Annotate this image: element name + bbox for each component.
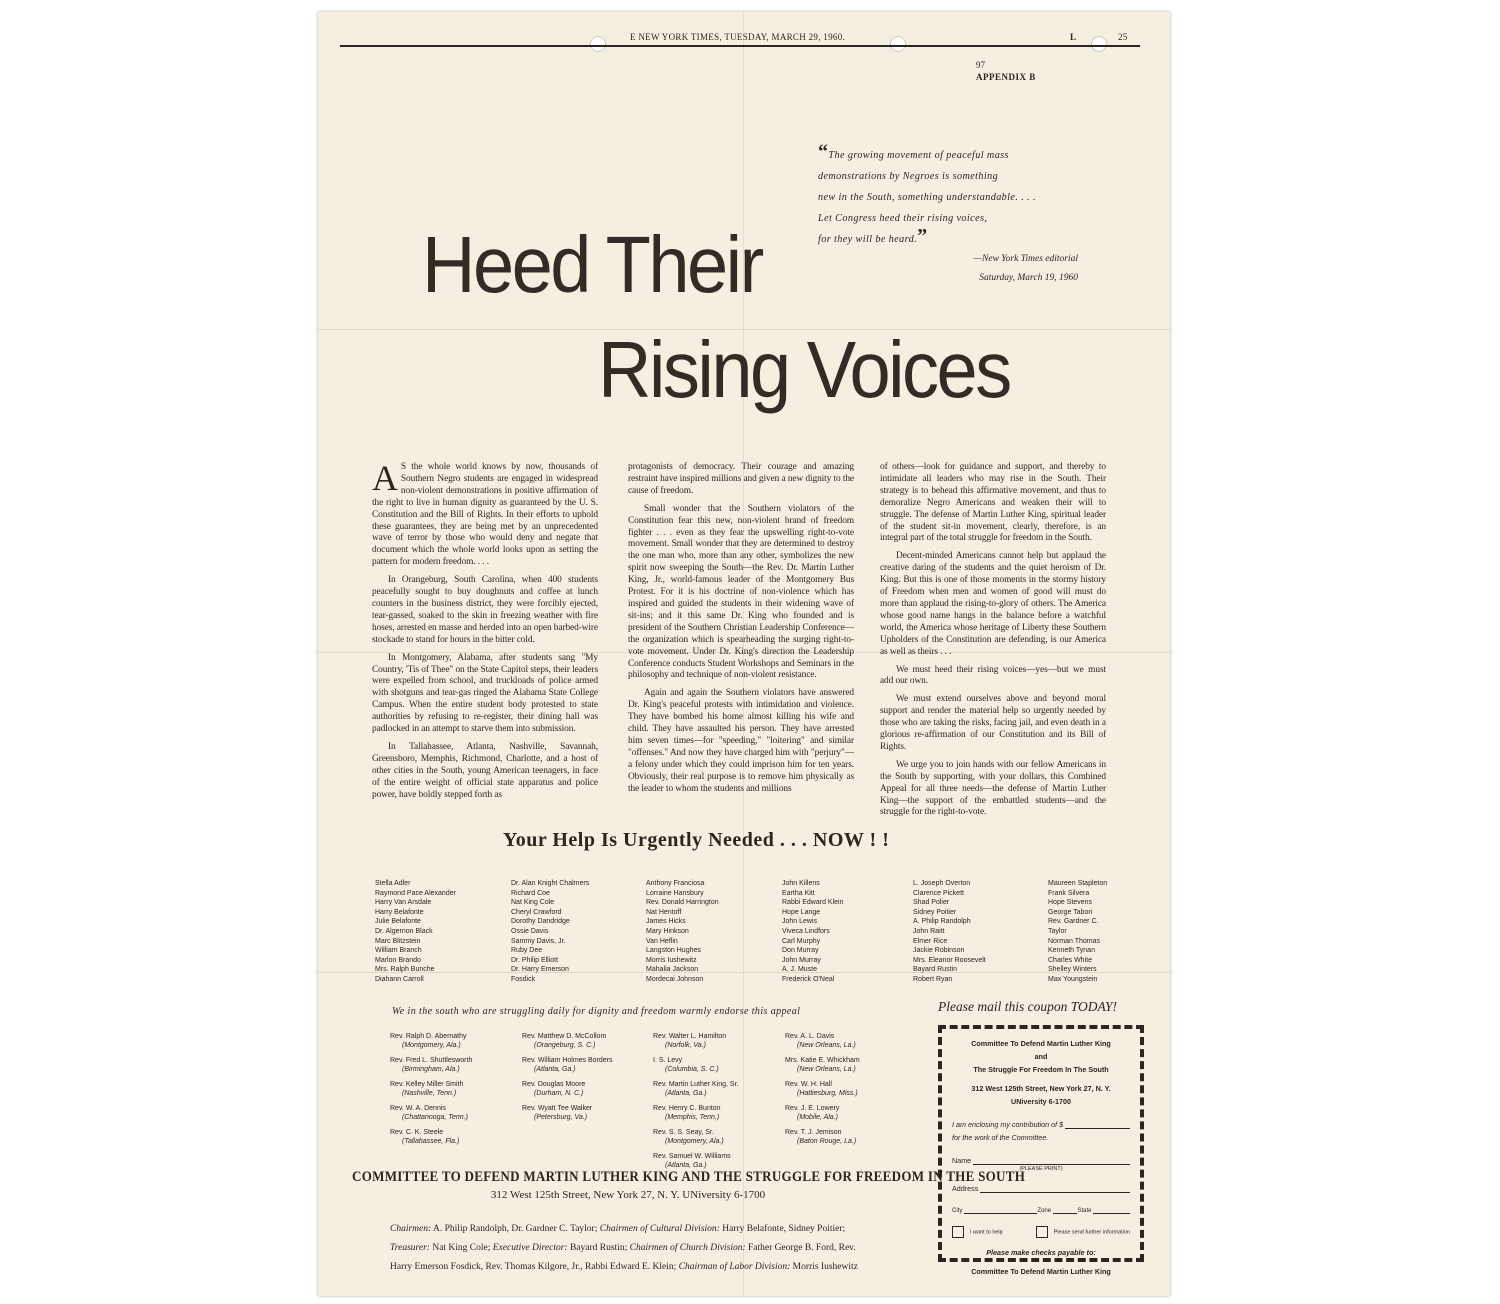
sponsor-name: Langston Hughes	[646, 947, 701, 955]
sponsor-name: Lorraine Hansbury	[646, 889, 704, 897]
sponsor-name: William Branch	[375, 947, 422, 955]
sponsor-name: Mrs. Eleanor Roosevelt	[913, 956, 986, 964]
sponsor-name: Rev. Gardner C.	[1048, 918, 1099, 926]
endorser-column	[653, 1032, 778, 1176]
sponsor-column	[782, 879, 907, 985]
quote-line: for they will be heard.	[818, 234, 918, 245]
sponsor-column	[1048, 879, 1170, 985]
sponsor-name: Shelley Winters	[1048, 966, 1097, 974]
committee-address: 312 West 125th Street, New York 27, N. Y. UNiversity 6-1700	[490, 1189, 766, 1201]
endorse-heading: We in the south who are struggling daily for dignity and freedom warmly endorse this appeal	[392, 1006, 801, 1017]
sponsor-column	[646, 879, 771, 985]
endorser-location: (Petersburg, Va.)	[534, 1114, 588, 1121]
endorser-location: (Montgomery, Ala.)	[402, 1042, 461, 1049]
sponsor-name: Rev. Donald Harrington	[646, 899, 719, 907]
endorser-location: (Norfolk, Va.)	[665, 1042, 706, 1049]
officer-names: Morris Iushewitz	[790, 1262, 858, 1272]
endorser-location: (Hattiesburg, Miss.)	[797, 1090, 858, 1097]
body-paragraph: We must heed their rising voices—yes—but we must add our own.	[880, 664, 1106, 687]
body-paragraph: of others—look for guidance and support, and thereby to intimidate all leaders who may rise in the South. Their strategy is to behead this affirmative movement, and thus to demoralize Negro Americans and weaken their will to struggle. The defense of Martin Luther King, spiritual leader of the student sit-in movement, clearly, therefore, is an integral part of the total struggle for freedom in the South.	[880, 462, 1106, 544]
endorser-location: (Orangeburg, S. C.)	[534, 1042, 596, 1049]
sponsor-name: Viveca Lindfors	[782, 927, 830, 935]
sponsor-name: Marc Blitzstein	[375, 937, 421, 945]
endorser-location: (New Orleans, La.)	[797, 1066, 856, 1073]
sponsor-name: Anthony Franciosa	[646, 880, 705, 887]
committee-name: COMMITTEE TO DEFEND MARTIN LUTHER KING AND THE STRUGGLE FOR FREEDOM IN THE SOUTH	[352, 1169, 1026, 1185]
body-paragraph: Decent-minded Americans cannot help but applaud the creative daring of the students and the quiet heroism of Dr. King. But this is one of those moments in the stormy history of Freedom when men and women of good will must do more than applaud the rising-to-glory of others. The America whose good name hangs in the balance before a watchful world, the America whose heritage of Liberty these Southern Upholders of the Constitution are defending, is our America as well as theirs . . .	[880, 551, 1106, 657]
endorser-location: (Atlanta, Ga.)	[534, 1066, 576, 1073]
sponsor-name: Ruby Dee	[511, 947, 543, 955]
sponsor-name: Hope Lange	[782, 908, 821, 916]
endorser-location: (Atlanta, Ga.)	[665, 1090, 707, 1097]
endorser-name: I. S. Levy	[653, 1057, 683, 1064]
sponsor-name: John Killens	[782, 880, 820, 887]
endorser-column	[785, 1032, 910, 1152]
officer-role: Executive Director:	[492, 1243, 568, 1253]
sponsor-name: L. Joseph Overton	[913, 880, 971, 887]
endorser-name: Rev. Kelley Miller Smith	[390, 1081, 464, 1088]
sponsor-name: Taylor	[1048, 927, 1067, 935]
body-column-1	[372, 458, 598, 807]
quote-line: demonstrations by Negroes is something	[818, 171, 999, 182]
endorser-location: (Baton Rouge, La.)	[797, 1138, 857, 1145]
editorial-quote	[818, 141, 1088, 250]
sponsor-name: John Murray	[782, 956, 821, 964]
endorser-location: (Tallahassee, Fla.)	[402, 1138, 460, 1145]
sponsor-name: Mary Hinkson	[646, 927, 689, 935]
sponsor-name: Mahalia Jackson	[646, 966, 699, 974]
sponsor-name: Harry Van Arsdale	[375, 899, 432, 907]
endorser-name: Rev. William Holmes Borders	[522, 1057, 613, 1064]
contribution-amount-field[interactable]	[1065, 1118, 1130, 1129]
sponsor-name: Charles White	[1048, 956, 1092, 964]
drop-cap: A	[372, 458, 398, 498]
endorser-name: Rev. C. K. Steele	[390, 1129, 444, 1136]
endorser-name: Rev. W. H. Hall	[785, 1081, 832, 1088]
appendix-label: APPENDIX B	[976, 72, 1036, 82]
endorser	[390, 1104, 515, 1122]
sponsor-name: Harry Belafonte	[375, 908, 424, 916]
sponsor-name: Elmer Rice	[913, 937, 948, 945]
endorser-name: Rev. Wyatt Tee Walker	[522, 1105, 593, 1112]
sponsor-name: Richard Coe	[511, 889, 550, 897]
endorser-name: Rev. Samuel W. Williams	[653, 1153, 731, 1160]
address-field[interactable]	[980, 1182, 1130, 1193]
endorser-location: (New Orleans, La.)	[797, 1042, 856, 1049]
body-paragraph: In Orangeburg, South Carolina, when 400 students peacefully sought to buy doughnuts and coffee at lunch counters in the business district, they were forcibly ejected, tear-gassed, soaked to the skin in freezing weather with fire hoses, arrested en masse and herded into an open barbed-wire stockade to stand for hours in the bitter cold.	[372, 575, 598, 645]
body-column-3	[880, 462, 1106, 825]
officer-role: Chairman of Labor Division:	[678, 1262, 791, 1272]
endorser-name: Rev. W. A. Dennis	[390, 1105, 446, 1112]
sponsor-column	[913, 879, 1038, 985]
endorser	[653, 1080, 778, 1098]
officer-role: Chairmen of Church Division:	[629, 1243, 746, 1253]
sponsor-name: Clarence Pickett	[913, 889, 964, 897]
endorser-name: Rev. Martin Luther King, Sr.	[653, 1081, 739, 1088]
sponsor-name: Max Youngstein	[1048, 975, 1098, 983]
masthead-rule	[340, 45, 1140, 47]
sponsor-name: Diahann Carroll	[375, 975, 424, 983]
address-label: Address	[952, 1184, 979, 1193]
sponsor-name: John Raitt	[913, 927, 945, 935]
contribution-label: I am enclosing my contribution of $	[952, 1120, 1064, 1129]
sponsor-name: Fosdick	[511, 975, 536, 983]
punch-hole	[1091, 36, 1107, 52]
close-quote-mark: ”	[917, 225, 928, 247]
endorser-name: Rev. T. J. Jemison	[785, 1129, 842, 1136]
send-info-checkbox[interactable]	[1036, 1226, 1048, 1238]
sponsor-name: Morris Iushewitz	[646, 956, 697, 964]
open-quote-mark: “	[818, 141, 829, 163]
endorser-name: Rev. J. E. Lowery	[785, 1105, 840, 1112]
endorser	[785, 1080, 910, 1098]
sponsor-name: Jackie Robinson	[913, 947, 965, 955]
punch-hole	[590, 36, 606, 52]
appendix-number: 97	[976, 60, 985, 70]
sponsor-name: Sammy Davis, Jr.	[511, 937, 566, 945]
sponsor-name: A. J. Muste	[782, 966, 818, 974]
city-row	[952, 1203, 1130, 1214]
sponsor-column	[511, 879, 636, 985]
endorser-location: (Atlanta, Ga.)	[665, 1162, 707, 1169]
sponsor-name: Julie Belafonte	[375, 918, 421, 926]
endorser	[522, 1104, 647, 1122]
quote-line: Let Congress heed their rising voices,	[818, 213, 988, 224]
endorser-location: (Birmingham, Ala.)	[402, 1066, 460, 1073]
quote-line: new in the South, something understandable. . . .	[818, 192, 1036, 203]
sponsor-name: Eartha Kitt	[782, 889, 815, 897]
committee-officers	[390, 1220, 880, 1277]
zone-field[interactable]	[1053, 1203, 1077, 1214]
endorser	[653, 1032, 778, 1050]
newspaper-page	[318, 12, 1170, 1296]
masthead-section: L	[1070, 32, 1077, 42]
masthead-title: E NEW YORK TIMES, TUESDAY, MARCH 29, 1960.	[630, 32, 846, 42]
mail-coupon	[938, 1025, 1144, 1276]
endorser-name: Rev. Walter L. Hamilton	[653, 1033, 727, 1040]
sponsor-name: Frederick O'Neal	[782, 975, 835, 983]
endorser	[785, 1104, 910, 1122]
coupon-committee-line: The Struggle For Freedom In The South	[973, 1065, 1109, 1074]
endorser-location: (Chattanooga, Tenn.)	[402, 1114, 468, 1121]
punch-hole	[890, 36, 906, 52]
officer-names: Harry Belafonte, Sidney Poitier;	[719, 1224, 846, 1234]
sponsor-name: Dorothy Dandridge	[511, 918, 570, 926]
name-field[interactable]	[973, 1154, 1130, 1165]
endorser-name: Rev. Ralph D. Abernathy	[390, 1033, 467, 1040]
officer-role: Chairmen of Cultural Division:	[599, 1224, 720, 1234]
print-note: (PLEASE PRINT)	[1019, 1166, 1063, 1172]
sponsor-name: Mordecai Johnson	[646, 975, 704, 983]
sponsor-name: Marlon Brando	[375, 956, 421, 964]
masthead-page: 25	[1118, 32, 1128, 42]
checks-payee: Committee To Defend Martin Luther King	[971, 1267, 1111, 1276]
body-paragraph: We must extend ourselves above and beyond moral support and render the material help so urgently needed by those who are taking the risks, facing jail, and even death in a glorious re-affirmation of our Constitution and its Bill of Rights.	[880, 694, 1106, 752]
endorser	[390, 1056, 515, 1074]
sponsor-name: Robert Ryan	[913, 975, 953, 983]
zone-label: Zone	[1037, 1208, 1052, 1214]
body-paragraph: In Montgomery, Alabama, after students sang "My Country, 'Tis of Thee" on the State Capitol steps, their leaders were expelled from school, and truckloads of police armed with shotguns and tear-gas ringed the Alabama State College Campus. When the entire student body protested to state authorities by refusing to re-register, their dining hall was padlocked in an attempt to starve them into submission.	[372, 652, 598, 735]
quote-source	[878, 250, 1078, 288]
sponsor-name: James Hicks	[646, 918, 686, 926]
endorser	[522, 1080, 647, 1098]
body-paragraph: In Tallahassee, Atlanta, Nashville, Savannah, Greensboro, Memphis, Richmond, Charlotte, and a host of other cities in the South, young American teenagers, in face of the entire weight of official state apparatus and police power, have boldly stepped forth as	[372, 741, 598, 800]
endorser-location: (Mobile, Ala.)	[797, 1114, 838, 1121]
sponsor-name: George Tabori	[1048, 908, 1093, 916]
endorser	[653, 1128, 778, 1146]
officer-names: Father George B. Ford, Rev. Harry Emerson Fosdick, Rev. Thomas Kilgore, Jr., Rabbi Edward E. Klein;	[390, 1243, 856, 1272]
endorser	[522, 1032, 647, 1050]
body-column-2	[628, 462, 854, 801]
state-field[interactable]	[1093, 1203, 1130, 1214]
headline-line-2: Rising Voices	[598, 324, 1010, 415]
address-row	[952, 1182, 1130, 1193]
body-paragraph: Small wonder that the Southern violators of the Constitution fear this new, non-violent brand of freedom fighter . . . even as they fear the upswelling right-to-vote movement. Small wonder that they are determined to destroy the one man who, more than any other, symbolizes the new spirit now sweeping the South—the Rev. Dr. Martin Luther King, Jr., world-famous leader of the Montgomery Bus Protest. For it is his doctrine of non-violence which has inspired and guided the students in their widening wave of sit-ins; and it this same Dr. King who founded and is president of the Southern Christian Leadership Conference—the organization which is spearheading the surging right-to-vote movement. Under Dr. King's direction the Leadership Conference conducts Student Workshops and Seminars in the philosophy and technique of non-violent resistance.	[628, 503, 854, 681]
sponsor-name: Raymond Pace Alexander	[375, 889, 456, 897]
sponsor-name: A. Philip Randolph	[913, 918, 971, 926]
coupon-phone: UNiversity 6-1700	[1011, 1097, 1071, 1106]
sponsor-name: John Lewis	[782, 918, 818, 926]
endorser-name: Rev. A. L. Davis	[785, 1033, 835, 1040]
endorser-column	[390, 1032, 515, 1152]
officer-role: Chairmen:	[390, 1224, 432, 1234]
sponsor-name: Frank Silvera	[1048, 889, 1090, 897]
body-paragraph: We urge you to join hands with our fellow Americans in the South by supporting, with your dollars, this Combined Appeal for all three needs—the defense of Martin Luther King—the support of the embattled students—and the struggle for the right-to-vote.	[880, 759, 1106, 818]
endorser	[653, 1056, 778, 1074]
body-paragraph: protagonists of democracy. Their courage and amazing restraint have inspired millions and given a new dignity to the cause of freedom.	[628, 462, 854, 496]
checks-payable-note: Please make checks payable to:	[986, 1248, 1096, 1257]
sponsor-name: Nat King Cole	[511, 899, 555, 907]
endorser-name: Rev. Henry C. Bunton	[653, 1105, 721, 1112]
officer-role: Treasurer:	[390, 1243, 430, 1253]
sponsor-name: Dr. Philip Elliott	[511, 956, 559, 964]
body-paragraph: Again and again the Southern violators have answered Dr. King's peaceful protests with intimidation and violence. They have bombed his home almost killing his wife and child. They have assaulted his person. They have arrested him seven times—for "speeding," "loitering" and similar "offenses." And now they have charged him with "perjury"—a felony under which they could imprison him for ten years. Obviously, their real purpose is to remove him physically as the leader to whom the students and millions	[628, 688, 854, 794]
name-row	[952, 1154, 1130, 1165]
endorser-location: (Columbia, S. C.)	[665, 1066, 719, 1073]
sponsor-name: Kenneth Tynan	[1048, 947, 1095, 955]
help-heading: Your Help Is Urgently Needed . . . NOW ! !	[503, 829, 890, 851]
quote-line: The growing movement of peaceful mass	[828, 150, 1009, 161]
endorser	[390, 1128, 515, 1146]
want-to-help-checkbox[interactable]	[952, 1226, 964, 1238]
headline-line-1: Heed Their	[422, 219, 762, 310]
endorser-location: (Nashville, Tenn.)	[402, 1090, 457, 1097]
endorser	[785, 1032, 910, 1050]
coupon-address: 312 West 125th Street, New York 27, N. Y.	[971, 1084, 1111, 1093]
sponsor-name: Rabbi Edward Klein	[782, 899, 844, 907]
endorser-name: Mrs. Katie E. Whickham	[785, 1057, 860, 1064]
sponsor-name: Ossie Davis	[511, 927, 549, 935]
sponsor-name: Sidney Poitier	[913, 908, 957, 916]
endorser	[785, 1128, 910, 1146]
sponsor-name: Maureen Stapleton	[1048, 880, 1108, 887]
contribution-row	[952, 1118, 1130, 1129]
quote-source-date: Saturday, March 19, 1960	[979, 273, 1078, 283]
sponsor-name: Dr. Alan Knight Chalmers	[511, 880, 590, 887]
endorser	[653, 1104, 778, 1122]
want-to-help-label: I want to help	[970, 1229, 1003, 1236]
sponsor-name: Carl Murphy	[782, 937, 821, 945]
contribution-note: for the work of the Committee.	[952, 1133, 1049, 1142]
checkbox-row	[952, 1226, 1130, 1238]
sponsor-name: Cheryl Crawford	[511, 908, 562, 916]
coupon-heading: Please mail this coupon TODAY!	[938, 999, 1118, 1014]
officer-names: A. Philip Randolph, Dr. Gardner C. Taylor;	[431, 1224, 600, 1234]
endorser	[653, 1152, 778, 1170]
endorser-name: Rev. S. S. Seay, Sr.	[653, 1129, 714, 1136]
endorser-location: (Memphis, Tenn.)	[665, 1114, 720, 1121]
endorser-location: (Montgomery, Ala.)	[665, 1138, 724, 1145]
sponsor-column	[375, 879, 500, 985]
city-label: City	[952, 1208, 963, 1214]
endorser	[390, 1080, 515, 1098]
send-info-label: Please send further information	[1053, 1229, 1130, 1236]
officer-names: Bayard Rustin;	[567, 1243, 630, 1253]
sponsor-name: Hope Stevens	[1048, 899, 1092, 907]
quote-source-name: —New York Times editorial	[973, 254, 1078, 264]
sponsor-name: Stella Adler	[375, 880, 411, 887]
sponsor-name: Bayard Rustin	[913, 966, 957, 974]
name-label: Name	[952, 1156, 972, 1165]
sponsor-name: Don Murray	[782, 947, 819, 955]
officer-names: Nat King Cole;	[429, 1243, 493, 1253]
coupon-committee-line: and	[1034, 1052, 1048, 1061]
coupon-committee-line: Committee To Defend Martin Luther King	[971, 1039, 1111, 1048]
endorser-location: (Durham, N. C.)	[534, 1090, 584, 1097]
sponsor-name: Van Heflin	[646, 937, 678, 945]
endorser-name: Rev. Matthew D. McCollom	[522, 1033, 607, 1040]
sponsor-name: Norman Thomas	[1048, 937, 1101, 945]
endorser	[785, 1056, 910, 1074]
sponsor-name: Nat Hentoff	[646, 908, 682, 916]
endorser-name: Rev. Douglas Moore	[522, 1081, 586, 1088]
endorser	[522, 1056, 647, 1074]
sponsor-name: Dr. Algernon Black	[375, 927, 433, 935]
endorser-name: Rev. Fred L. Shuttlesworth	[390, 1057, 473, 1064]
sponsor-name: Dr. Harry Emerson	[511, 966, 569, 974]
state-label: State	[1077, 1208, 1092, 1214]
sponsor-name: Mrs. Ralph Bunche	[375, 966, 435, 974]
body-paragraph: S the whole world knows by now, thousands of Southern Negro students are engaged in widespread non-violent demonstrations in positive affirmation of the right to live in human dignity as guaranteed by the U. S. Constitution and the Bill of Rights. In their efforts to uphold these guarantees, they are being met by an unprecedented wave of terror by those who would deny and negate that document which the whole world looks upon as setting the pattern for modern freedom. . . .	[372, 462, 598, 568]
endorser-column	[522, 1032, 647, 1128]
endorser	[390, 1032, 515, 1050]
sponsor-name: Shad Polier	[913, 899, 950, 907]
city-field[interactable]	[964, 1203, 1037, 1214]
